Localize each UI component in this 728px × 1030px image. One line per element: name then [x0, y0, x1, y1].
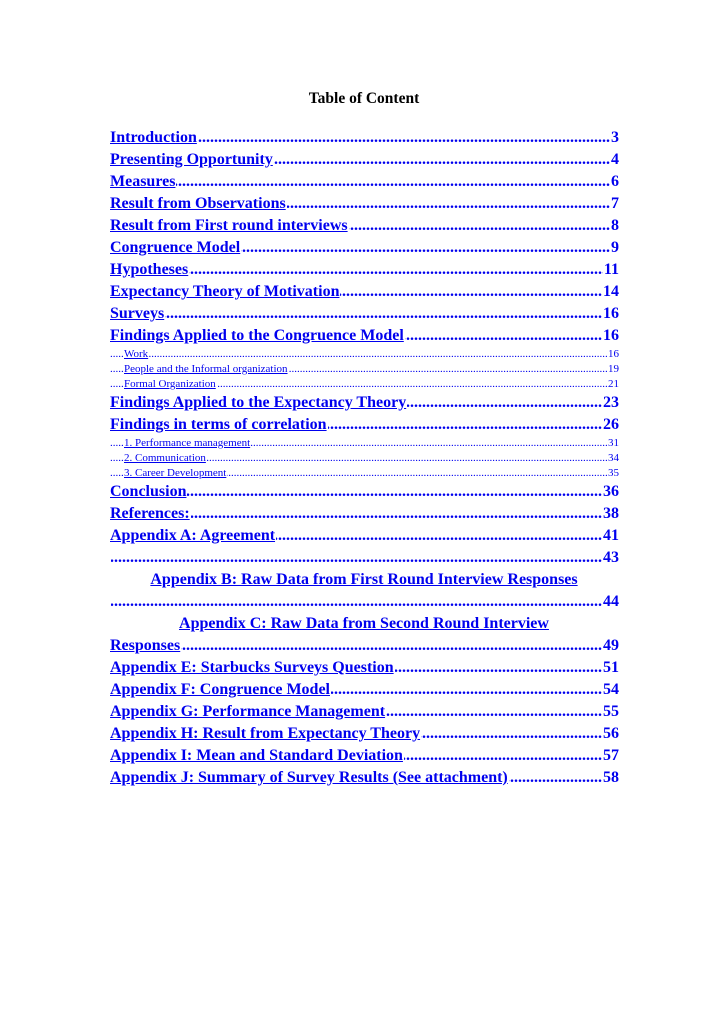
toc-entry-label: Work — [124, 348, 149, 360]
toc-entry-label: Appendix G: Performance Management — [110, 703, 386, 720]
toc-page-number: 57 — [602, 745, 619, 767]
toc-entry-link[interactable] — [110, 149, 619, 171]
toc-entry-link[interactable] — [110, 745, 619, 767]
toc-entry-label: People and the Informal organization — [124, 363, 288, 375]
toc-page-number: 19 — [608, 363, 619, 375]
toc-entry-label: Findings Applied to the Congruence Model — [110, 327, 404, 344]
toc-entry-link[interactable] — [110, 215, 619, 237]
toc-subentry-link[interactable] — [110, 377, 619, 392]
toc-page-number: 6 — [610, 171, 619, 193]
toc-entry-link[interactable] — [110, 701, 619, 723]
toc-entry-link[interactable] — [110, 193, 619, 215]
toc-page-number: 38 — [602, 503, 619, 525]
toc-entry-link[interactable] — [110, 481, 619, 503]
toc-page-number: 35 — [608, 467, 619, 479]
toc-page-number: 44 — [602, 591, 619, 613]
toc-entry-link[interactable] — [110, 171, 619, 193]
toc-title: Table of Content — [308, 90, 420, 107]
toc-entry-link[interactable] — [110, 635, 619, 657]
dot-leader — [110, 635, 619, 657]
toc-entry-label: Appendix H: Result from Expectancy Theory — [110, 725, 421, 742]
toc-page-number: 3 — [610, 127, 619, 149]
toc-page-number: 8 — [610, 215, 619, 237]
toc-entry-link[interactable] — [110, 679, 619, 701]
toc-entry-label: Appendix B: Raw Data from First Round Interview Responses — [150, 571, 578, 588]
dot-leader — [110, 303, 619, 325]
toc-page-number: 4 — [610, 149, 619, 171]
toc-page-number: 9 — [610, 237, 619, 259]
toc-page-number: 56 — [602, 723, 619, 745]
toc-entry-link[interactable] — [110, 303, 619, 325]
toc-entry-label: 3. Career Development — [124, 467, 227, 479]
toc-entry-label: Result from Observations — [110, 195, 286, 212]
toc-page-number: 23 — [602, 392, 619, 414]
toc-page-number: 16 — [602, 303, 619, 325]
toc-page-number: 49 — [602, 635, 619, 657]
toc-entry-link[interactable] — [110, 569, 619, 591]
toc-page-number: 34 — [608, 452, 619, 464]
toc-subentry-link[interactable] — [110, 436, 619, 451]
toc-entry-label: Appendix F: Congruence Model — [110, 681, 330, 698]
toc-entry-label — [110, 593, 111, 610]
toc-page-number: 36 — [602, 481, 619, 503]
toc-page-number: 16 — [608, 348, 619, 360]
toc-entry-link[interactable] — [110, 392, 619, 414]
toc-page-number: 7 — [610, 193, 619, 215]
toc-entry-label: Appendix J: Summary of Survey Results (See attachment) — [110, 769, 508, 786]
toc-page-number: 51 — [602, 657, 619, 679]
toc-page-number: 14 — [602, 281, 619, 303]
toc-page-number: 58 — [602, 767, 619, 789]
toc-entry-label: Responses — [110, 637, 181, 654]
toc-entry-label: 2. Communication — [124, 452, 206, 464]
toc-entry-label: Surveys — [110, 305, 165, 322]
toc-entry-link[interactable] — [110, 127, 619, 149]
toc-entry-link[interactable] — [110, 767, 619, 789]
toc-entry-label: Appendix I: Mean and Standard Deviation — [110, 747, 403, 764]
toc-page-number: 43 — [602, 547, 619, 569]
toc-entry-label: Conclusion — [110, 483, 187, 500]
toc-page-number: 26 — [602, 414, 619, 436]
toc-entry-link[interactable] — [110, 503, 619, 525]
toc-entry-label: Formal Organization — [124, 378, 216, 390]
dot-leader — [110, 347, 619, 362]
toc-entry-link[interactable] — [110, 613, 619, 635]
toc-page-number: 55 — [602, 701, 619, 723]
toc-page-number: 21 — [608, 378, 619, 390]
toc-page-number: 11 — [603, 259, 619, 281]
toc-entry-label: Appendix C: Raw Data from Second Round Interview — [179, 615, 549, 632]
toc-entry-label: Congruence Model — [110, 239, 241, 256]
dot-leader — [110, 591, 619, 613]
toc-page-number: 54 — [602, 679, 619, 701]
toc-page-number: 16 — [602, 325, 619, 347]
toc-entry-label: 1. Performance management — [124, 437, 251, 449]
toc-entry-label: Hypotheses — [110, 261, 189, 278]
toc-subentry-link[interactable] — [110, 347, 619, 362]
toc-entry-label: Introduction — [110, 129, 197, 146]
toc-entry-link[interactable] — [110, 259, 619, 281]
toc-entry-label: Findings in terms of correlation — [110, 416, 327, 433]
toc-entry-link[interactable] — [110, 414, 619, 436]
toc-entry-label: Findings Applied to the Expectancy Theory — [110, 394, 407, 411]
toc-entry-label — [110, 549, 111, 566]
toc-subentry-link[interactable] — [110, 466, 619, 481]
toc-subentry-link[interactable] — [110, 362, 619, 377]
toc-entry-label: Presenting Opportunity — [110, 151, 273, 168]
toc-entry-label: Expectancy Theory of Motivation — [110, 283, 340, 300]
toc-subentry-link[interactable] — [110, 451, 619, 466]
toc-page-number: 31 — [608, 437, 619, 449]
toc-entry-link[interactable] — [110, 325, 619, 347]
toc-entry-link[interactable] — [110, 591, 619, 613]
toc-entry-link[interactable] — [110, 281, 619, 303]
toc-entry-link[interactable] — [110, 525, 619, 547]
toc-entry-label: References: — [110, 505, 190, 522]
toc-entry-label: Appendix E: Starbucks Surveys Question — [110, 659, 394, 676]
toc-entry-link[interactable] — [110, 723, 619, 745]
toc-entries — [110, 127, 619, 789]
toc-entry-link[interactable] — [110, 237, 619, 259]
toc-page-number: 41 — [602, 525, 619, 547]
toc-entry-label: Appendix A: Agreement — [110, 527, 276, 544]
dot-leader — [110, 171, 619, 193]
toc-entry-label: Result from First round interviews — [110, 217, 348, 234]
toc-entry-link[interactable] — [110, 657, 619, 679]
dot-leader — [110, 547, 619, 569]
toc-entry-link[interactable] — [110, 547, 619, 569]
toc-entry-label: Measures — [110, 173, 176, 190]
